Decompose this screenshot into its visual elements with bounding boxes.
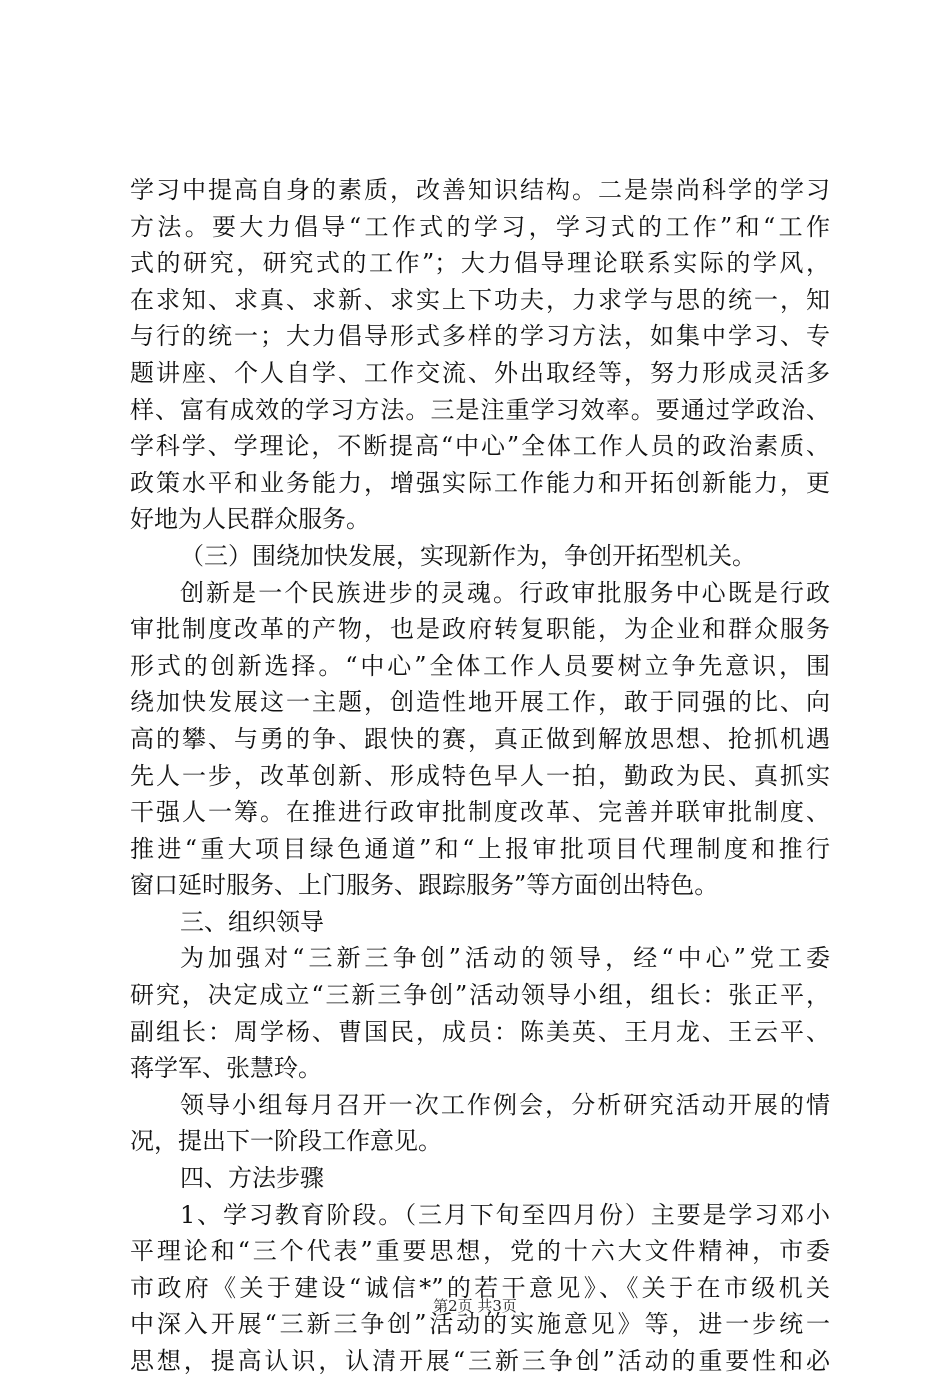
text-line: 推进“重大项目绿色通道”和“上报审批项目代理制度和推行 <box>130 834 830 863</box>
text-line: 学科学、学理论，不断提高“中心”全体工作人员的政治素质、 <box>130 432 830 461</box>
text-line: 方法。要大力倡导“工作式的学习，学习式的工作”和“工作 <box>130 212 830 241</box>
text-line: 四、方法步骤 <box>180 1164 324 1193</box>
text-line: 研究，决定成立“三新三争创”活动领导小组，组长：张正平， <box>130 981 830 1010</box>
text-line: 在求知、求真、求新、求实上下功夫，力求学与思的统一，知 <box>130 285 830 314</box>
text-line: 绕加快发展这一主题，创造性地开展工作，敢于同强的比、向 <box>130 688 830 717</box>
text-line: （三）围绕加快发展，实现新作为，争创开拓型机关。 <box>180 541 756 570</box>
text-line: 政策水平和业务能力，增强实际工作能力和开拓创新能力，更 <box>130 468 830 497</box>
text-line: 题讲座、个人自学、工作交流、外出取经等，努力形成灵活多 <box>130 358 830 387</box>
text-line: 式的研究，研究式的工作”；大力倡导理论联系实际的学风， <box>130 249 830 278</box>
text-line: 样、富有成效的学习方法。三是注重学习效率。要通过学政治、 <box>130 395 830 424</box>
text-line: 平理论和“三个代表”重要思想，党的十六大文件精神，市委 <box>130 1237 830 1266</box>
text-line: 况，提出下一阶段工作意见。 <box>130 1127 442 1156</box>
document-body <box>130 172 830 1380</box>
text-line: 学习中提高自身的素质，改善知识结构。二是崇尚科学的学习 <box>130 176 830 204</box>
text-line: 形式的创新选择。“中心”全体工作人员要树立争先意识，围 <box>130 651 830 680</box>
text-line: 创新是一个民族进步的灵魂。行政审批服务中心既是行政 <box>180 578 830 607</box>
text-line: 干强人一筹。在推进行政审批制度改革、完善并联审批制度、 <box>130 798 830 827</box>
text-line: 好地为人民群众服务。 <box>130 505 370 534</box>
text-line: 高的攀、与勇的争、跟快的赛，真正做到解放思想、抢抓机遇 <box>130 724 830 753</box>
text-line: 1、学习教育阶段。（三月下旬至四月份）主要是学习邓小 <box>180 1200 830 1229</box>
text-line: 与行的统一；大力倡导形式多样的学习方法，如集中学习、专 <box>130 322 830 351</box>
text-line: 市政府《关于建设“诚信*”的若干意见》、《关于在市级机关 <box>130 1273 830 1302</box>
text-line: 副组长：周学杨、曹国民，成员：陈美英、王月龙、王云平、 <box>130 1017 830 1046</box>
text-line: 审批制度改革的产物，也是政府转复职能，为企业和群众服务 <box>130 615 830 644</box>
text-line: 窗口延时服务、上门服务、跟踪服务”等方面创出特色。 <box>130 871 719 900</box>
text-line: 思想，提高认识，认清开展“三新三争创”活动的重要性和必 <box>130 1347 830 1375</box>
text-line: 先人一步，改革创新、形成特色早人一拍，勤政为民、真抓实 <box>130 761 830 790</box>
page-footer: 第2页 共3页 <box>433 1297 517 1315</box>
text-line: 蒋学军、张慧玲。 <box>130 1054 322 1083</box>
text-line: 中深入开展“三新三争创”活动的实施意见》等，进一步统一 <box>130 1310 830 1339</box>
text-line: 为加强对“三新三争创”活动的领导，经“中心”党工委 <box>180 944 830 973</box>
text-line: 三、组织领导 <box>180 907 324 936</box>
text-line: 领导小组每月召开一次工作例会，分析研究活动开展的情 <box>180 1090 830 1119</box>
